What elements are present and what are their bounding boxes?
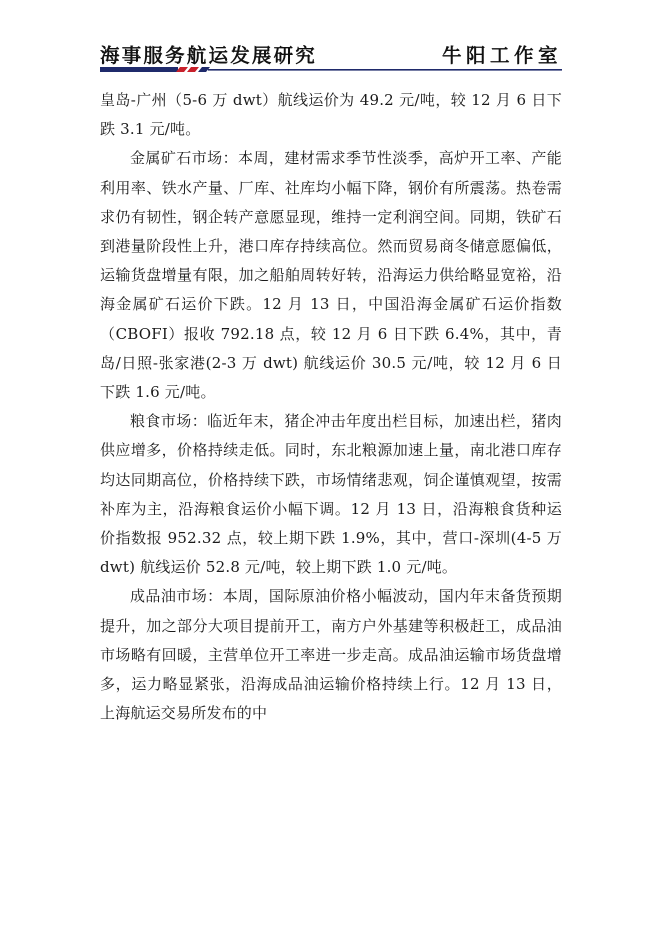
paragraph-continuation: 皇岛-广州（5-6 万 dwt）航线运价为 49.2 元/吨，较 12 月 6 日下跌 3.1 元/吨。 [100,91,562,139]
header-rule-red-stripe-2 [187,67,199,72]
header-rule [100,67,562,73]
header-rule-navy [100,67,178,72]
header-studio-title: 牛阳工作室 [441,44,562,67]
header-org-title: 海事服务航运发展研究 [100,44,318,67]
header-rule-line [208,69,562,71]
paragraph-metal-ore-market: 金属矿石市场：本周，建材需求季节性淡季，高炉开工率、产能利用率、铁水产量、厂库、社库均小幅下降，钢价有所震荡。热卷需求仍有韧性，钢企转产意愿显现，维持一定利润空间。同期，铁矿石到港量阶段性上升，港口库存持续高位。然而贸易商冬储意愿偏低，运输货盘增量有限，加之船舶周转好转，沿海运力供给略显宽裕，沿海金属矿石运价下跌。12 月 13 日，中国沿海金属矿石运价指数（CBOFI）报收 792.18 点，较 12 月 6 日下跌 6.4%，其中，青岛/日照-张家港(2-3 万 dwt) 航线运价 30.5 元/吨，较 12 月 6 日下跌 1.6 元/吨。 [100,149,562,402]
paragraph-refined-oil-market: 成品油市场：本周，国际原油价格小幅波动，国内年末备货预期提升，加之部分大项目提前开工，南方户外基建等积极赶工，成品油市场略有回暖，主营单位开工率进一步走高。成品油运输市场货盘增多，运力略显紧张，沿海成品油运输价格持续上行。12 月 13 日，上海航运交易所发布的中 [100,587,562,723]
document-body [100,86,562,728]
paragraph-grain-market: 粮食市场：临近年末，猪企冲击年度出栏目标，加速出栏，猪肉供应增多，价格持续走低。同时，东北粮源加速上量，南北港口库存均达同期高位，价格持续下跌，市场情绪悲观，饲企谨慎观望，按需补库为主，沿海粮食运价小幅下调。12 月 13 日，沿海粮食货种运价指数报 952.32 点，较上期下跌 1.9%，其中，营口-深圳(4-5 万 dwt) 航线运价 52.8 元/吨，较上期下跌 1.0 元/吨。 [100,412,562,577]
page-header [100,38,562,70]
